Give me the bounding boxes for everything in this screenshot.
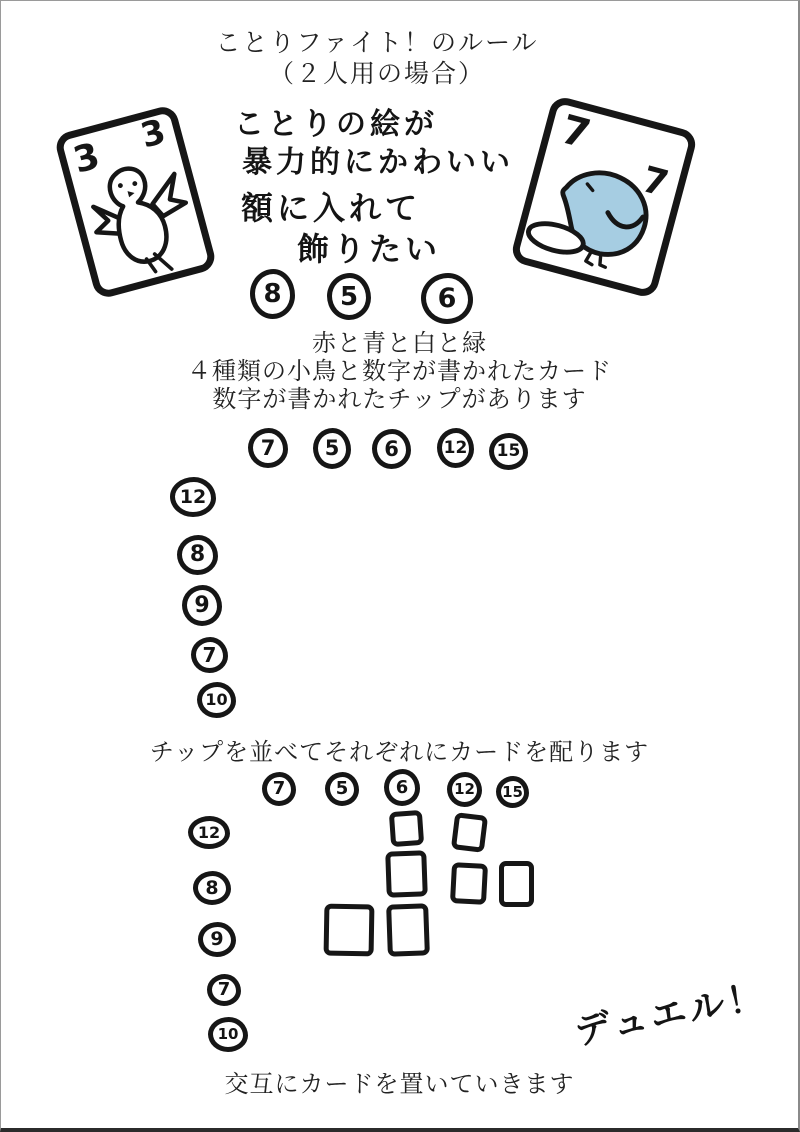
chip: 7 xyxy=(207,974,241,1006)
intro-line: 赤と青と白と緑 xyxy=(312,330,487,357)
duel-shout: デュエル！ xyxy=(571,975,770,1054)
handwriting-line: 飾りたい xyxy=(297,230,442,268)
chip: 12 xyxy=(188,816,230,849)
placed-card xyxy=(450,862,488,905)
page-title: ことりファイト！のルール xyxy=(215,29,539,57)
chip: 8 xyxy=(177,535,218,575)
chip: 12 xyxy=(437,428,474,468)
chip: 5 xyxy=(327,273,371,320)
chip: 12 xyxy=(447,772,482,807)
card-blue-bird-7 xyxy=(509,95,698,300)
handwriting-line: 額に入れて xyxy=(241,189,422,227)
card-number: 3 xyxy=(69,135,105,182)
chip: 6 xyxy=(421,273,473,324)
setup-caption: チップを並べてそれぞれにカードを配ります xyxy=(149,739,650,766)
chip: 7 xyxy=(191,637,228,673)
chip: 9 xyxy=(198,922,236,957)
chip: 7 xyxy=(262,772,296,806)
placed-card xyxy=(324,904,375,957)
placed-card xyxy=(386,903,430,956)
play-caption: 交互にカードを置いていきます xyxy=(224,1071,575,1098)
page-subtitle: （２人用の場合） xyxy=(268,60,485,88)
card-number: 7 xyxy=(637,159,673,206)
card-number: 7 xyxy=(556,106,596,159)
chip: 15 xyxy=(489,433,528,470)
chip: 10 xyxy=(197,682,236,718)
chip: 15 xyxy=(496,776,529,808)
chip: 6 xyxy=(372,429,411,469)
placed-card xyxy=(451,812,488,853)
chip: 10 xyxy=(208,1017,248,1052)
chip: 5 xyxy=(313,428,351,469)
card-number: 3 xyxy=(136,111,170,157)
placed-card xyxy=(389,810,424,847)
white-bird-illustration xyxy=(74,144,206,289)
chip: 6 xyxy=(384,769,420,806)
handwriting-line: 暴力的にかわいい xyxy=(242,145,514,180)
chip: 7 xyxy=(248,428,288,468)
handwriting-line: ことりの絵が xyxy=(234,107,438,142)
chip: 8 xyxy=(250,269,295,319)
chip: 9 xyxy=(182,585,222,626)
placed-card xyxy=(385,850,428,897)
card-white-bird-3 xyxy=(53,104,218,301)
placed-card xyxy=(499,861,534,907)
intro-line: ４種類の小鳥と数字が書かれたカード xyxy=(187,358,612,385)
chip: 5 xyxy=(325,772,359,806)
chip: 12 xyxy=(170,477,216,517)
intro-line: 数字が書かれたチップがあります xyxy=(212,386,587,413)
chip: 8 xyxy=(193,871,231,905)
